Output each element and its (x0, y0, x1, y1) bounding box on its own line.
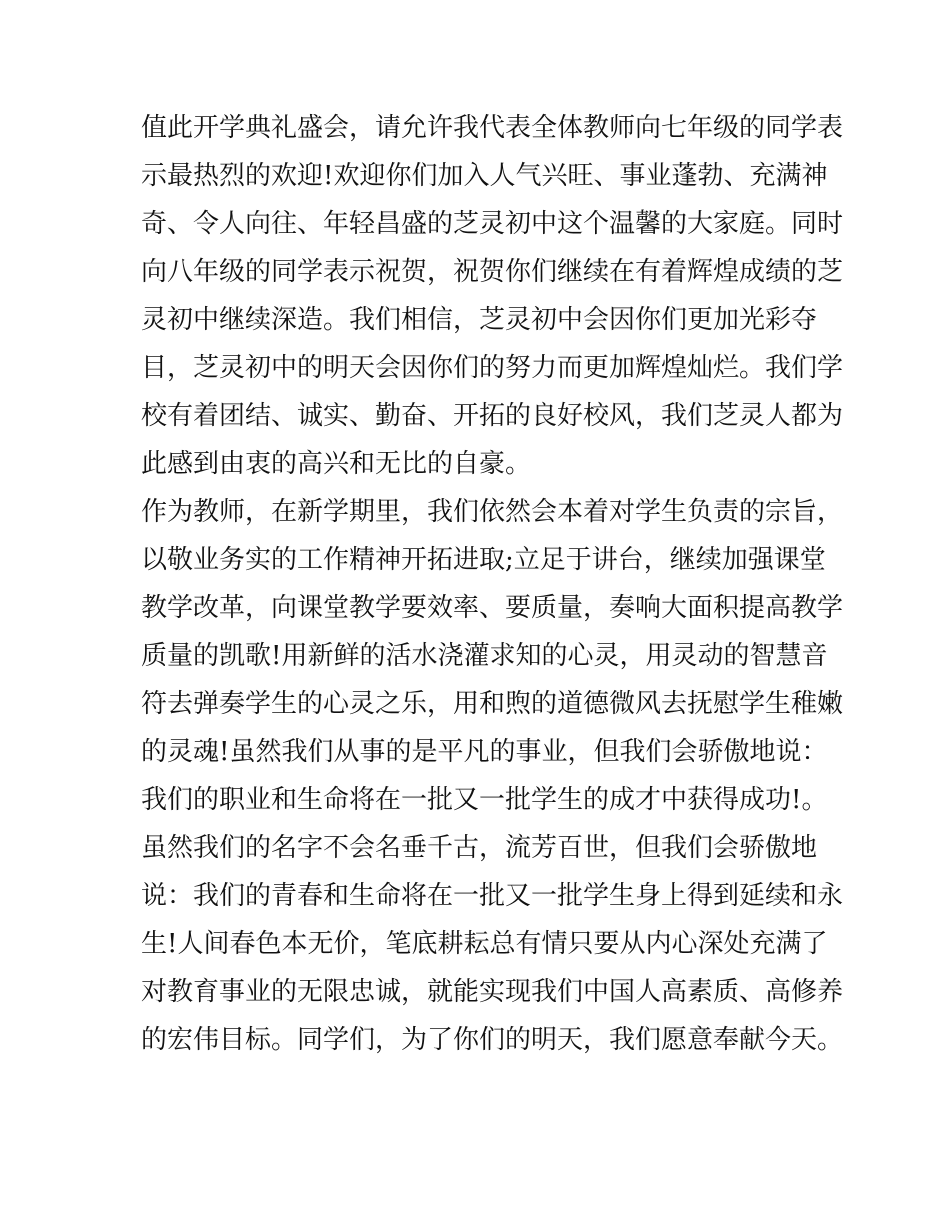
text-line: 虽然我们的名字不会名垂千古，流芳百世，但我们会骄傲地 (141, 833, 818, 863)
text-line: 的灵魂!虽然我们从事的是平凡的事业，但我们会骄傲地说： (141, 737, 828, 767)
text-line: 向八年级的同学表示祝贺，祝贺你们继续在有着辉煌成绩的芝 (141, 257, 844, 287)
text-line: 对教育事业的无限忠诚，就能实现我们中国人高素质、高修养 (141, 977, 844, 1007)
text-line: 的宏伟目标。同学们，为了你们的明天，我们愿意奉献今天。 (141, 1025, 844, 1055)
text-line: 质量的凯歌!用新鲜的活水浇灌求知的心灵，用灵动的智慧音 (141, 641, 828, 671)
text-line: 符去弹奏学生的心灵之乐，用和煦的道德微风去抚慰学生稚嫩 (141, 689, 844, 719)
text-line: 目，芝灵初中的明天会因你们的努力而更加辉煌灿烂。我们学 (141, 353, 844, 383)
text-line: 示最热烈的欢迎!欢迎你们加入人气兴旺、事业蓬勃、充满神 (141, 161, 828, 191)
text-line: 说：我们的青春和生命将在一批又一批学生身上得到延续和永 (141, 881, 844, 911)
body-text (141, 104, 844, 1064)
text-line: 作为教师，在新学期里，我们依然会本着对学生负责的宗旨， (141, 497, 844, 527)
text-line: 值此开学典礼盛会，请允许我代表全体教师向七年级的同学表 (141, 113, 844, 143)
text-line: 此感到由衷的高兴和无比的自豪。 (141, 449, 532, 479)
text-line: 我们的职业和生命将在一批又一批学生的成才中获得成功!。 (141, 785, 828, 815)
text-line: 校有着团结、诚实、勤奋、开拓的良好校风，我们芝灵人都为 (141, 401, 844, 431)
text-line: 生!人间春色本无价，笔底耕耘总有情只要从内心深处充满了 (141, 929, 828, 959)
text-line: 奇、令人向往、年轻昌盛的芝灵初中这个温馨的大家庭。同时 (141, 209, 844, 239)
text-line: 灵初中继续深造。我们相信，芝灵初中会因你们更加光彩夺 (141, 305, 818, 335)
text-line: 教学改革，向课堂教学要效率、要质量，奏响大面积提高教学 (141, 593, 844, 623)
text-line: 以敬业务实的工作精神开拓进取;立足于讲台，继续加强课堂 (141, 545, 826, 575)
